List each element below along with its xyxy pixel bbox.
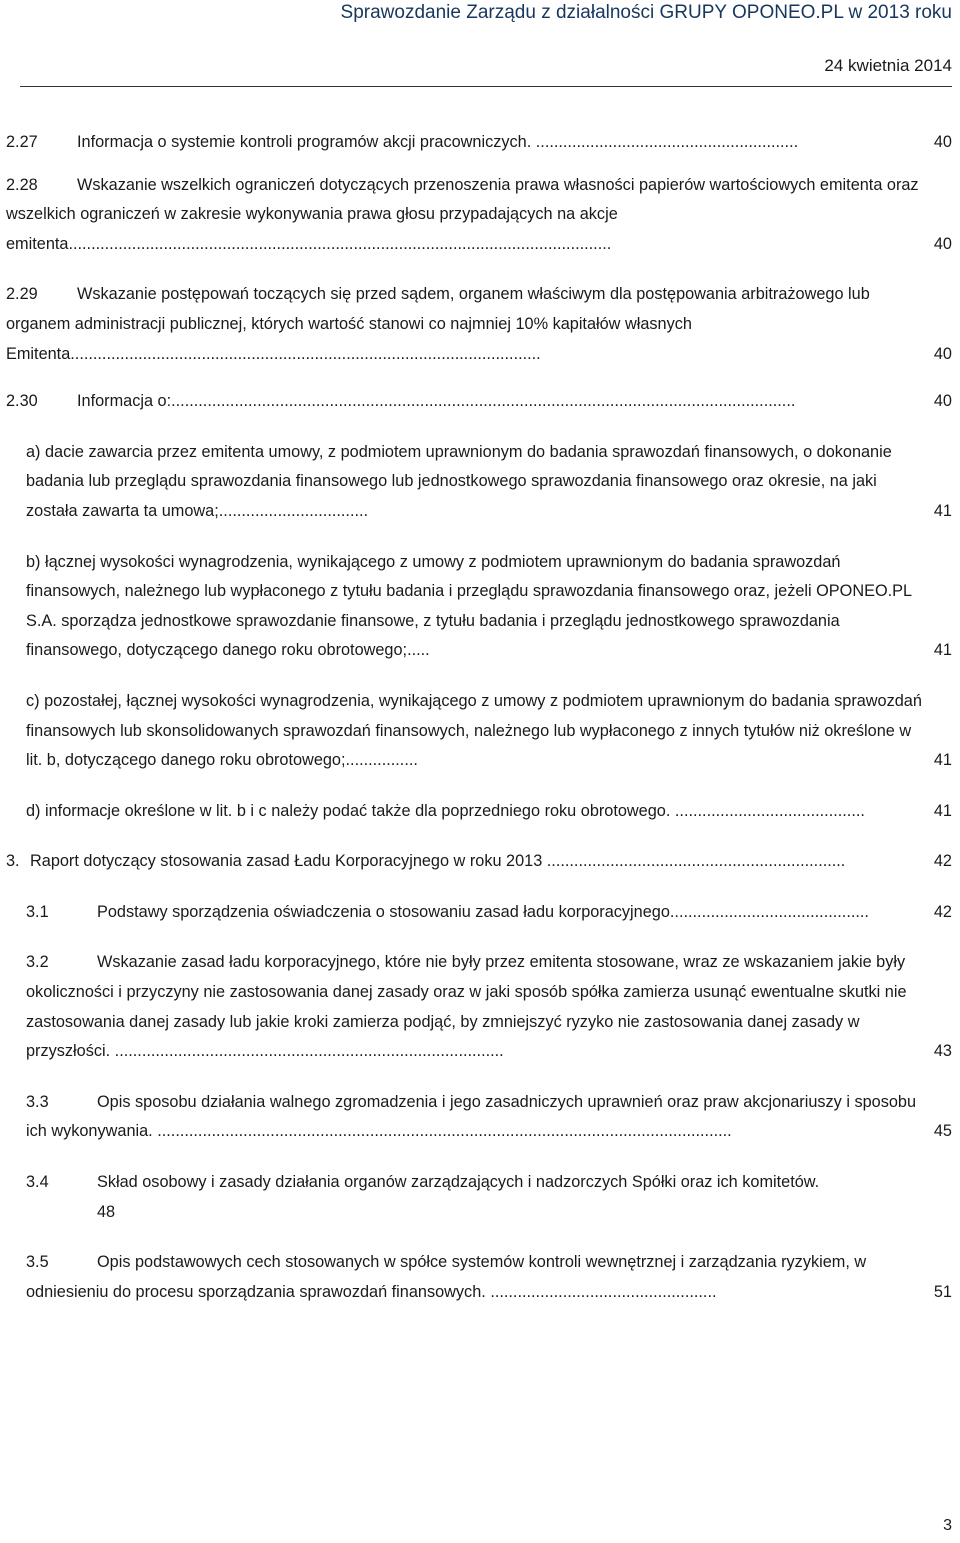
toc-entry-title: Opis sposobu działania walnego zgromadzenia i jego zasadniczych uprawnień oraz praw akcjonariuszy i sposobu ich wykonywania. <box>26 1092 917 1141</box>
toc-entry-title: b) łącznej wysokości wynagrodzenia, wynikającego z umowy z podmiotem uprawnionym do badania sprawozdań finansowych, należnego lub wypłaconego z tytułu badania i przeglądu sprawozdania finansowego oraz, jeżeli OPONEO.PL S.A. sporządza jednostkowe sprawozdanie finansowe, z tytułu badania i przeglądu jednostkowego sprawozdania finansowego, dotyczącego danego roku obrotowego; <box>26 552 912 660</box>
toc-entry-2-30-c[interactable] <box>26 687 952 776</box>
toc-entry-title: Informacja o systemie kontroli programów akcji pracowniczych. <box>77 133 536 151</box>
toc-entry-page: 40 <box>933 133 952 151</box>
toc-entry-number: 3.5 <box>26 1253 49 1272</box>
toc-entry-title: Wskazanie postępowań toczących się przed sądem, organem właściwym dla postępowania arbitrażowego lub organem administracji publicznej, których wartość stanowi co najmniej 10% kapitałów własnych Emitenta <box>6 285 870 363</box>
toc-entry-page: 43 <box>933 1042 952 1061</box>
toc-entry-page: 42 <box>933 902 952 921</box>
toc-entry-title: Opis podstawowych cech stosowanych w spółce systemów kontroli wewnętrznej i zarządzania ryzykiem, w odniesieniu do procesu sporządzania sprawozdań finansowych. <box>26 1253 867 1301</box>
toc-entry-number: 3.1 <box>26 902 49 921</box>
toc-entry-3-5[interactable] <box>26 1248 952 1307</box>
toc-entry-3-1[interactable] <box>26 898 952 928</box>
toc-entry-number: 2.30 <box>6 392 38 411</box>
toc-entry-title: Informacja o: <box>77 392 172 411</box>
toc-entry-2-28[interactable] <box>6 171 952 260</box>
toc-entry-page: 41 <box>933 501 952 520</box>
toc-leader-dots: ................ <box>345 751 418 770</box>
toc-leader-dots: ............................................ <box>669 902 869 921</box>
toc-entry-page: 51 <box>933 1282 952 1301</box>
page-number: 3 <box>943 1517 952 1534</box>
toc-entry-2-27[interactable] <box>6 128 952 158</box>
toc-entry-number: 3.3 <box>26 1092 49 1111</box>
toc-entry-3-3[interactable] <box>26 1088 952 1147</box>
toc-entry-page: 41 <box>933 751 952 770</box>
toc-leader-dots: ............................................................................................................................... <box>157 1122 732 1141</box>
toc-entry-page: 41 <box>933 801 952 820</box>
toc-entry-number: 3.2 <box>26 953 49 972</box>
toc-leader-dots: .................................................. <box>490 1282 717 1301</box>
toc-entry-title: Skład osobowy i zasady działania organów zarządzających i nadzorczych Spółki oraz ich komitetów. <box>97 1173 820 1192</box>
report-title: Sprawozdanie Zarządu z działalności GRUPY OPONEO.PL w 2013 roku <box>340 2 952 23</box>
report-date: 24 kwietnia 2014 <box>824 56 952 75</box>
toc-entry-page: 42 <box>933 852 952 871</box>
toc-entry-number: 2.28 <box>6 175 38 194</box>
toc-leader-dots: ....................................................................................................................... <box>72 234 612 253</box>
toc-entry-title: c) pozostałej, łącznej wysokości wynagrodzenia, wynikającego z umowy z podmiotem uprawnionym do badania sprawozdań finansowych lub skonsolidowanych sprawozdań finansowych, należnego lub wypłaconego z innych tytułów niż określone w lit. b, dotyczącego danego roku obrotowego; <box>26 691 922 770</box>
toc-entry-page: 40 <box>933 234 952 253</box>
toc-entry-title: d) informacje określone w lit. b i c należy podać także dla poprzedniego roku obrotowego. <box>26 801 675 820</box>
toc-entry-title: a) dacie zawarcia przez emitenta umowy, z podmiotem uprawnionym do badania sprawozdań finansowych, o dokonanie badania lub przeglądu sprawozdania finansowego lub jednostkowego sprawozdania finansowego oraz okresie, na jaki została zawarta ta umowa; <box>26 442 892 520</box>
page-header <box>0 0 960 92</box>
toc-entry-title: Podstawy sporządzenia oświadczenia o stosowaniu zasad ładu korporacyjnego <box>97 902 670 921</box>
toc-entry-number: 3.4 <box>26 1173 49 1192</box>
toc-entry-3-2[interactable] <box>26 948 952 1066</box>
toc-entry-page: 45 <box>933 1122 952 1141</box>
table-of-contents <box>6 128 952 1307</box>
toc-entry-page: 40 <box>933 344 952 363</box>
toc-entry-2-30[interactable] <box>6 387 952 417</box>
toc-leader-dots: ..... <box>407 641 430 660</box>
toc-entry-2-30-a[interactable] <box>26 438 952 527</box>
toc-entry-title: Raport dotyczący stosowania zasad Ładu Korporacyjnego w roku 2013 <box>30 852 547 871</box>
toc-leader-dots: ...................................................................................... <box>114 1042 504 1061</box>
toc-leader-dots: .......................................... <box>674 801 865 820</box>
toc-entry-2-30-b[interactable] <box>26 548 952 666</box>
header-divider <box>20 86 952 87</box>
toc-entry-title: Wskazanie wszelkich ograniczeń dotyczących przenoszenia prawa własności papierów wartościowych emitenta oraz wszelkich ograniczeń w zakresie wykonywania prawa głosu przypadających na akcje emitenta. <box>6 175 919 253</box>
toc-entry-number: 2.27 <box>6 133 38 151</box>
toc-entry-3[interactable] <box>6 847 952 877</box>
toc-entry-page: 41 <box>933 641 952 660</box>
toc-leader-dots: .......................................................... <box>535 133 799 151</box>
toc-entry-title: Wskazanie zasad ładu korporacyjnego, które nie były przez emitenta stosowane, wraz ze wskazaniem jakie były okoliczności i przyczyny nie zastosowania danej zasady oraz w jaki sposób spółka zamierza usunąć ewentualne skutki nie zastosowania danej zasady lub jakie kroki zamierza podjąć, by zmniejszyć ryzyko nie zastosowania danej zasady w przyszłości. <box>26 953 907 1061</box>
toc-entry-number: 3. <box>6 852 20 871</box>
toc-entry-page: 48 <box>97 1202 116 1221</box>
toc-entry-3-4[interactable] <box>26 1168 952 1227</box>
toc-leader-dots: .................................................................. <box>546 852 846 871</box>
toc-leader-dots: ................................. <box>218 501 369 520</box>
toc-entry-2-30-d[interactable] <box>26 797 952 827</box>
toc-entry-2-29[interactable] <box>6 280 952 369</box>
toc-entry-number: 2.29 <box>6 285 38 304</box>
toc-entry-page: 40 <box>933 392 952 411</box>
toc-leader-dots: ........................................................................................................ <box>70 344 541 363</box>
toc-leader-dots: .......................................................................................................................................... <box>171 392 796 411</box>
